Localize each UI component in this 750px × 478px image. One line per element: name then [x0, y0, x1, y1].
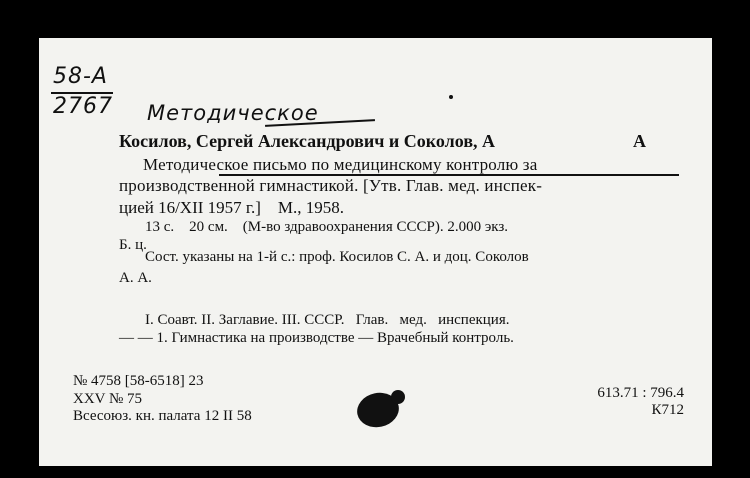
- title-line-1: Методическое письмо по медицинскому контролю за: [143, 155, 538, 174]
- number-line-3: Всесоюз. кн. палата 12 II 58: [73, 408, 252, 424]
- author-mark: А: [633, 131, 646, 151]
- description-line-1: 13 с. 20 см. (М-во здравоохранения СССР). 2.000 экз.: [145, 219, 509, 235]
- ink-speck: [449, 95, 453, 99]
- note-line-1: Сост. указаны на 1-й с.: проф. Косилов С. А. и доц. Соколов: [145, 249, 529, 265]
- author-line: Косилов, Сергей Александрович и Соколов, А: [119, 131, 496, 151]
- shelf-mark-top: 58-A: [53, 64, 108, 89]
- tracing-line-2: — — 1. Гимнастика на производстве — Врачебный контроль.: [119, 330, 514, 346]
- title-line-2: производственной гимнастикой. [Утв. Глав. мед. инспек-: [119, 176, 543, 195]
- description-line-2: Б. ц.: [119, 237, 147, 253]
- number-line-1: № 4758 [58-6518] 23: [73, 373, 204, 389]
- note-line-2: А. А.: [119, 270, 152, 286]
- ink-blot-small: [391, 390, 405, 404]
- number-line-2: XXV № 75: [73, 391, 143, 407]
- classification-line-2: К712: [651, 402, 684, 418]
- shelf-mark-bottom: 2767: [53, 94, 113, 119]
- classification-line-1: 613.71 : 796.4: [597, 385, 684, 401]
- handwritten-heading: Методическое: [147, 101, 319, 125]
- title-line-3: цией 16/XII 1957 г.] М., 1958.: [119, 198, 344, 217]
- catalog-card: [39, 38, 712, 466]
- tracing-line-1: I. Соавт. II. Заглавие. III. СССР. Глав. мед. инспекция.: [145, 312, 510, 328]
